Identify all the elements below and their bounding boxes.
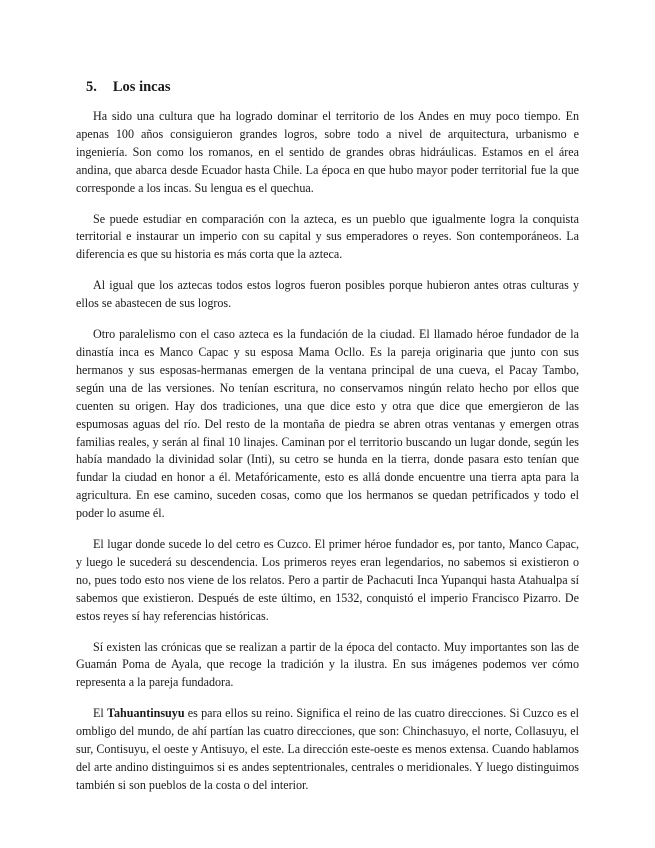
section-number: 5. xyxy=(86,79,97,95)
document-page xyxy=(76,78,579,808)
paragraph-2: Se puede estudiar en comparación con la azteca, es un pueblo que igualmente logra la conquista territorial e instaurar un imperio con su capital y sus emperadores o reyes. Son contemporáneos. La diferencia es que su historia es más corta que la azteca. xyxy=(76,211,579,262)
section-title: Los incas xyxy=(112,79,171,95)
paragraph-6: Sí existen las crónicas que se realizan a partir de la época del contacto. Muy importantes son las de Guamán Poma de Ayala, que recoge la tradición y la ilustra. En sus imágenes podemos ver cómo representa a la pareja fundadora. xyxy=(76,639,579,690)
paragraph-7-text: es para ellos su reino. Significa el reino de las cuatro direcciones. Si Cuzco es el ombligo del mundo, de ahí partían las cuatro direcciones, que son: Chinchasuyo, el norte, Collasuyu, el sur, Contisuyu, el oeste y Antisuyo, el este. La dirección este-oeste es menos extensa. Cuando hablamos del arte andino distinguimos si es andes septentrionales, centrales o meridionales. Y luego distinguimos también si son pueblos de la costa o del interior. xyxy=(76,706,579,792)
paragraph-3: Al igual que los aztecas todos estos logros fueron posibles porque hubieron antes otras culturas y ellos se abastecen de sus logros. xyxy=(76,278,579,311)
section-heading xyxy=(86,78,579,96)
paragraph-1: Ha sido una cultura que ha logrado dominar el territorio de los Andes en muy poco tiempo. En apenas 100 años consiguieron grandes logros, sobre todo a nivel de arquitectura, urbanismo e ingeniería. Son como los romanos, en el sentido de grandes obras hidráulicas. Estamos en el área andina, que abarca desde Ecuador hasta Chile. La época en que hubo mayor poder territorial fue la que corresponde a los incas. Su lengua es el quechua. xyxy=(76,109,579,195)
paragraph-5: El lugar donde sucede lo del cetro es Cuzco. El primer héroe fundador es, por tanto, Manco Capac, y luego le sucederá su descendencia. Los primeros reyes eran legendarios, no sabemos si existieron o no, pues todo esto nos viene de los relatos. Pero a partir de Pachacuti Inca Yupanqui hasta Atahualpa sí sabemos que existieron. Después de este último, en 1532, conquistó el imperio Francisco Pizarro. De estos reyes sí hay referencias históricas. xyxy=(76,537,579,623)
paragraph-4: Otro paralelismo con el caso azteca es la fundación de la ciudad. El llamado héroe fundador de la dinastía inca es Manco Capac y su esposa Mama Ocllo. Es la pareja originaria que junto con sus hermanos y sus esposas-hermanas emergen de la ventana principal de una cueva, el Pacay Tambo, según una de las versiones. No tenían escritura, no conservamos ningún relato hecho por ellos que cuenten su origen. Hay dos tradiciones, una que dice esto y otra que dice que emergieron de las espumosas aguas del río. Del resto de la montaña de piedra se abren otras ventanas y emergen otras familias reales, y serán al final 10 linajes. Caminan por el territorio buscando un lugar donde, según les había mandado la divinidad solar (Inti), su cetro se hunda en la tierra, donde pasara esto tenían que fundar la ciudad en honor a él. Metafóricamente, esto es allá donde encuentre una tierra apta para la agricultura. En ese camino, suceden cosas, como que los hermanos se quedan petrificados y todo el poder lo asume él. xyxy=(76,327,579,521)
paragraph-7 xyxy=(76,705,579,795)
tahuantinsuyu-term: Tahuantinsuyu xyxy=(107,706,185,721)
paragraph-7-prefix: El xyxy=(93,706,107,721)
